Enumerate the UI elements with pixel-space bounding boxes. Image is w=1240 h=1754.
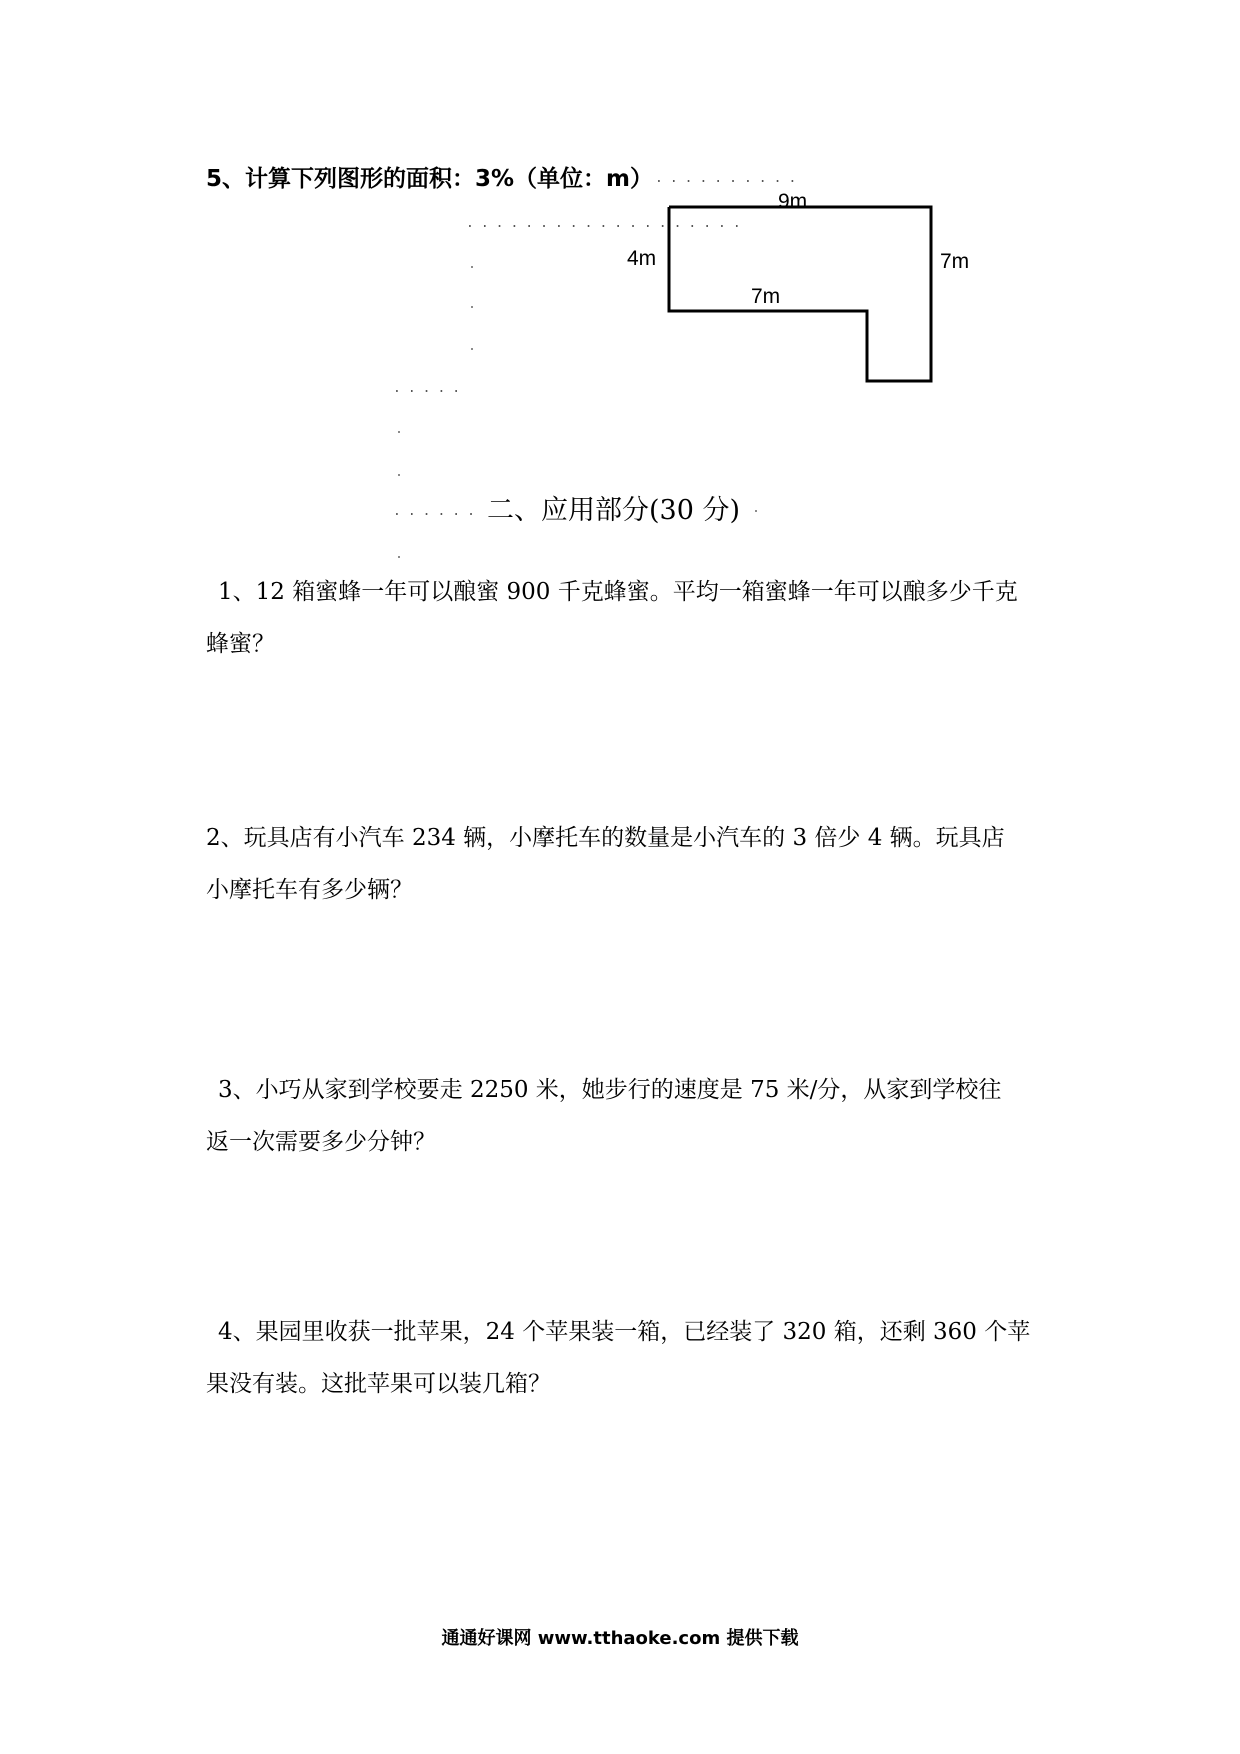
dotted-guide-3: ..... — [393, 381, 468, 396]
problem-2-line-2: 小摩托车有多少辆？ — [206, 877, 413, 903]
label-inner-7m: 7m — [751, 285, 781, 308]
dotted-guide-4: ...... — [393, 504, 482, 519]
scan-dot — [398, 474, 400, 476]
page-footer: 通通好课网 www.tthaoke.com 提供下载 — [441, 1628, 799, 1649]
problem-4 — [206, 1306, 1086, 1410]
problem-2-line-1: 2、玩具店有小汽车 234 辆，小摩托车的数量是小汽车的 3 倍少 4 辆。玩具店 — [206, 825, 1005, 851]
l-shape-figure — [600, 180, 1000, 400]
scan-dot — [471, 266, 473, 268]
problem-1-line-2: 蜂蜜？ — [206, 631, 275, 657]
problem-1-line-1: 1、12 箱蜜蜂一年可以酿蜜 900 千克蜂蜜。平均一箱蜜蜂一年可以酿多少千克 — [218, 579, 1018, 605]
label-right-7m: 7m — [940, 250, 970, 273]
dotted-guide-1: .......... — [655, 171, 804, 186]
problem-4-line-1: 4、果园里收获一批苹果，24 个苹果装一箱，已经装了 320 箱，还剩 360 个苹 — [218, 1319, 1031, 1345]
scan-dot — [398, 431, 400, 433]
problem-4-line-2: 果没有装。这批苹果可以装几箱？ — [206, 1371, 551, 1397]
problem-1 — [206, 566, 1086, 670]
label-top-9m: 9m — [778, 190, 808, 213]
dotted-guide-2: ................... — [466, 216, 748, 231]
scan-dot — [398, 556, 400, 558]
scan-dot — [471, 348, 473, 350]
section-heading: 二、应用部分(30 分) — [487, 495, 741, 526]
scan-dot — [471, 306, 473, 308]
label-left-4m: 4m — [627, 247, 657, 270]
scan-dot — [755, 510, 757, 512]
problem-2 — [206, 812, 1086, 916]
question-5-title: 5、计算下列图形的面积：3%（单位：m） — [206, 166, 654, 192]
problem-3 — [206, 1064, 1086, 1168]
problem-3-line-2: 返一次需要多少分钟？ — [206, 1129, 436, 1155]
problem-3-line-1: 3、小巧从家到学校要走 2250 米，她步行的速度是 75 米/分，从家到学校往 — [218, 1077, 1002, 1103]
